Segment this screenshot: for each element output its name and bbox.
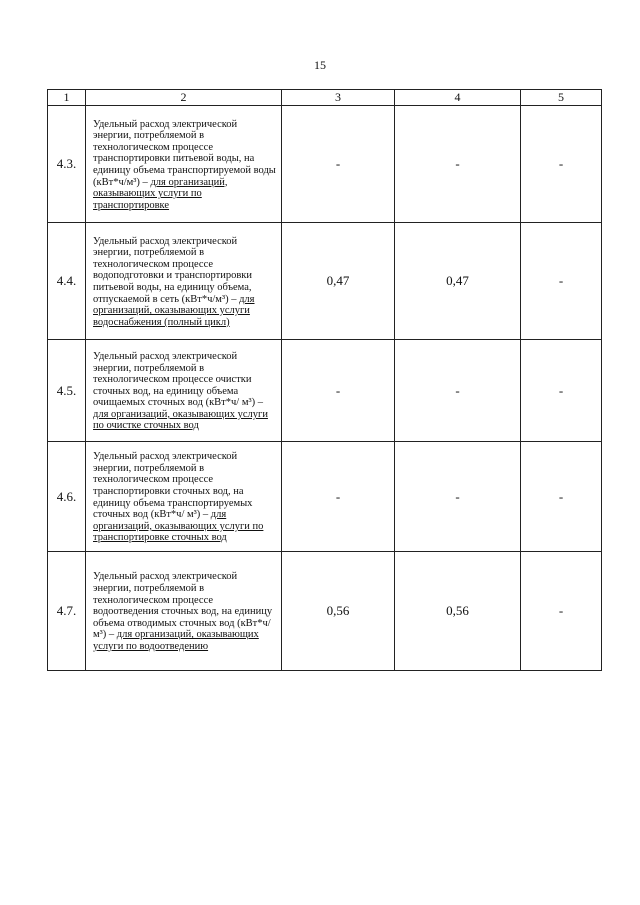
column-header-4: 4 (395, 90, 521, 106)
column-header-1: 1 (48, 90, 86, 106)
value-col-5: - (521, 442, 602, 552)
description-underlined-text: для организаций, оказывающих услуги по водоотведению (93, 629, 259, 652)
row-description (86, 106, 282, 223)
table-row (48, 106, 602, 223)
description-text: Удельный расход электрической энергии, потребляемой в технологическом процессе транспортировки питьевой воды, на единицу объема транспортируемой воды (кВт*ч/м³) – (93, 118, 276, 188)
value-col-4: - (395, 106, 521, 223)
description-underlined-text: для организаций, оказывающих услуги водоснабжения (полный цикл) (93, 293, 255, 328)
indicators-table (47, 89, 602, 671)
description-text: Удельный расход электрической энергии, потребляемой в технологическом процессе водоподготовки и транспортировки питьевой воды, на единицу объема, отпускаемой в сеть (кВт*ч/м³) – (93, 235, 253, 305)
column-header-5: 5 (521, 90, 602, 106)
value-col-3: 0,47 (282, 223, 395, 340)
table-header-row (48, 90, 602, 106)
value-col-4: 0,47 (395, 223, 521, 340)
row-description (86, 223, 282, 340)
value-col-3: - (282, 340, 395, 442)
value-col-3: 0,56 (282, 552, 395, 671)
description-underlined-text: для организаций, оказывающих услуги по транспортировке сточных вод (93, 509, 264, 544)
page-number: 15 (314, 58, 326, 72)
table-row (48, 442, 602, 552)
value-col-4: 0,56 (395, 552, 521, 671)
table-row (48, 340, 602, 442)
column-header-2: 2 (86, 90, 282, 106)
description-text: Удельный расход электрической энергии, потребляемой в технологическом процессе очистки сточных вод, на единицу объема очищаемых сточных вод (кВт*ч/ м³) – (93, 350, 264, 409)
description-text: Удельный расход электрической энергии, потребляемой в технологическом процессе водоотведения сточных вод, на единицу объема отводимых сточных вод (кВт*ч/ м³) – (93, 571, 273, 641)
description-underlined-text: для организаций, оказывающих услуги по транспортировке (93, 176, 228, 211)
value-col-3: - (282, 106, 395, 223)
table-row (48, 552, 602, 671)
row-number: 4.6. (48, 442, 86, 552)
value-col-5: - (521, 340, 602, 442)
value-col-4: - (395, 340, 521, 442)
row-description (86, 340, 282, 442)
row-description (86, 552, 282, 671)
row-description (86, 442, 282, 552)
table-body (48, 106, 602, 671)
row-number: 4.3. (48, 106, 86, 223)
value-col-5: - (521, 223, 602, 340)
row-number: 4.7. (48, 552, 86, 671)
table-header (48, 90, 602, 106)
row-number: 4.4. (48, 223, 86, 340)
row-number: 4.5. (48, 340, 86, 442)
value-col-4: - (395, 442, 521, 552)
column-header-3: 3 (282, 90, 395, 106)
description-underlined-text: для организаций, оказывающих услуги по очистке сточных вод (93, 408, 268, 432)
description-text: Удельный расход электрической энергии, потребляемой в технологическом процессе транспортировки сточных вод, на единицу объема транспортируемых сточных вод (кВт*ч/ м³) – (93, 451, 253, 521)
value-col-5: - (521, 552, 602, 671)
table-row (48, 223, 602, 340)
value-col-5: - (521, 106, 602, 223)
value-col-3: - (282, 442, 395, 552)
